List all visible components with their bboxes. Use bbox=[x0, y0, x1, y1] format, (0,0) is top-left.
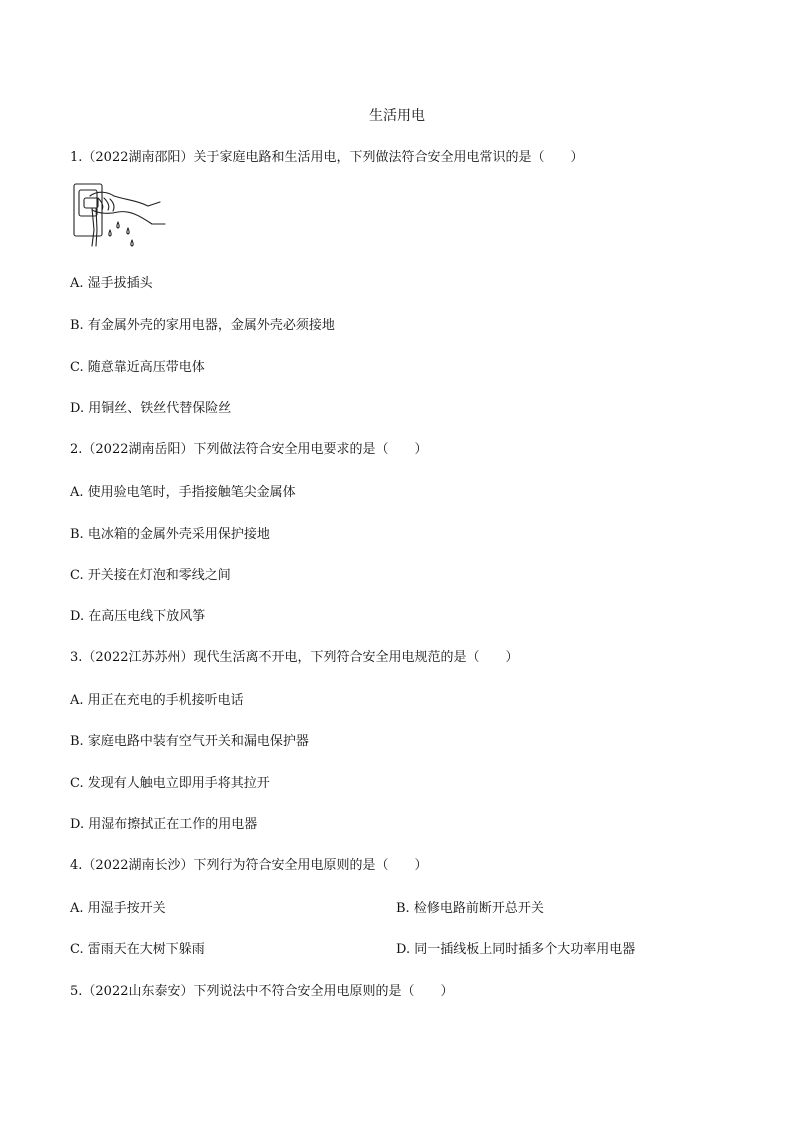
question-3-option-b: B. 家庭电路中装有空气开关和漏电保护器 bbox=[70, 734, 309, 749]
question-5-stem: 5.（2022山东泰安）下列说法中不符合安全用电原则的是（ ） bbox=[70, 984, 454, 999]
question-2-stem: 2.（2022湖南岳阳）下列做法符合安全用电要求的是（ ） bbox=[70, 442, 428, 457]
question-3-option-d: D. 用湿布擦拭正在工作的用电器 bbox=[70, 817, 258, 832]
question-4-option-a: A. 用湿手按开关 bbox=[70, 901, 166, 916]
question-2-option-a: A. 使用验电笔时，手指接触笔尖金属体 bbox=[70, 485, 296, 500]
question-3-option-c: C. 发现有人触电立即用手将其拉开 bbox=[70, 776, 270, 791]
question-4-option-c: C. 雷雨天在大树下躲雨 bbox=[70, 942, 205, 957]
question-3-stem: 3.（2022江苏苏州）现代生活离不开电，下列符合安全用电规范的是（ ） bbox=[70, 650, 519, 665]
question-3-option-a: A. 用正在充电的手机接听电话 bbox=[70, 693, 244, 708]
question-4-option-b: B. 检修电路前断开总开关 bbox=[396, 901, 544, 916]
question-1-option-d: D. 用铜丝、铁丝代替保险丝 bbox=[70, 401, 232, 416]
question-1-option-a: A. 湿手拔插头 bbox=[70, 276, 153, 291]
question-1-option-b: B. 有金属外壳的家用电器，金属外壳必须接地 bbox=[70, 318, 335, 333]
question-2-option-d: D. 在高压电线下放风筝 bbox=[70, 609, 206, 624]
wet-hand-unplugging-icon bbox=[70, 180, 170, 260]
question-1-option-c: C. 随意靠近高压带电体 bbox=[70, 360, 205, 375]
page-title: 生活用电 bbox=[369, 108, 425, 124]
question-1-stem: 1.（2022湖南邵阳）关于家庭电路和生活用电，下列做法符合安全用电常识的是（ ） bbox=[70, 150, 584, 165]
question-4-stem: 4.（2022湖南长沙）下列行为符合安全用电原则的是（ ） bbox=[70, 858, 428, 873]
question-2-option-c: C. 开关接在灯泡和零线之间 bbox=[70, 568, 231, 583]
question-1-figure bbox=[70, 180, 170, 260]
question-4-option-d: D. 同一插线板上同时插多个大功率用电器 bbox=[396, 942, 636, 957]
question-2-option-b: B. 电冰箱的金属外壳采用保护接地 bbox=[70, 527, 270, 542]
